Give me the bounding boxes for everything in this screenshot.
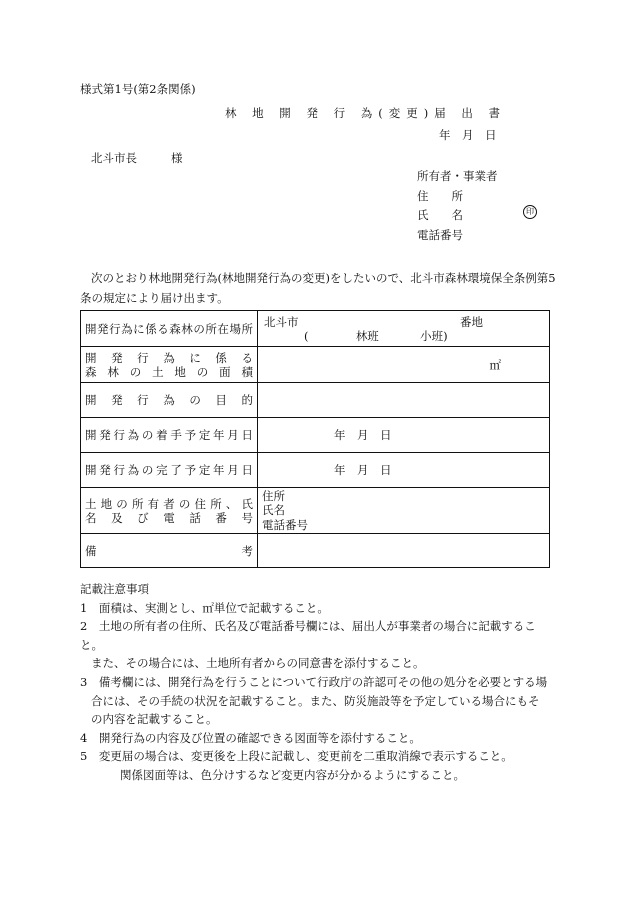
location-rinpan: 林班 [355,328,379,343]
note-5: 5 変更届の場合は、変更後を上段に記載し、変更前を二重取消線で表示すること。 [80,749,513,764]
location-cell[interactable] [258,311,550,347]
label-purpose: 開発行為の目的 [81,383,258,418]
note-3-continued: 合には、その手続の状況を記載すること。また、防災施設等を予定している場合にもそ [91,693,540,708]
owner-address-label: 住所 [262,488,285,503]
table-row [81,383,550,418]
start-date-cell[interactable]: 年 月 日 [258,418,550,453]
table-row [81,311,550,347]
note-1: 1 面積は、実測とし、㎡単位で記載すること。 [80,600,329,615]
label-remarks: 備 考 [81,534,258,568]
addressee [91,152,183,166]
location-shohan: 小班) [420,328,448,343]
table-row [81,488,550,534]
document-title: 林 地 開 発 行 為(変更)届 出 書 [225,106,507,120]
applicant-role: 所有者・事業者 [417,169,498,183]
notes-section [80,580,555,785]
table-row [81,418,550,453]
label-start-date: 開発行為の着手予定年月日 [81,418,258,453]
applicant-phone-label: 電話番号 [417,227,463,242]
table-row [81,453,550,488]
owner-name-label: 氏名 [262,503,285,518]
date-line: 年 月 日 [439,128,497,142]
addressee-honorific: 様 [171,151,183,165]
notification-table [80,310,550,568]
note-5-continued: 関係図面等は、色分けするなど変更内容が分かるようにすること。 [120,767,465,782]
table-row [81,347,550,383]
seal-mark: 印 [523,205,537,219]
note-4: 4 開発行為の内容及び位置の確認できる図面等を添付すること。 [80,730,421,745]
label-location: 開発行為に係る森林の所在場所 [81,311,258,347]
addressee-name: 北斗市長 [91,151,137,165]
area-unit: ㎡ [489,357,501,372]
table-row [81,534,550,568]
note-3: 3 備考欄には、開発行為を行うことについて行政庁の許認可その他の処分を必要とする場 [80,674,548,689]
location-banchi: 番地 [460,314,483,329]
form-number-label: 様式第1号(第2条関係) [80,82,196,96]
note-2-continued: また、その場合には、土地所有者からの同意書を添付すること。 [91,656,425,671]
note-3-continued-2: の内容を記載すること。 [91,712,218,727]
purpose-cell[interactable] [258,383,550,418]
remarks-cell[interactable] [258,534,550,568]
label-owner: 土地の所有者の住所、氏 名及び電話番号 [81,488,258,534]
label-end-date: 開発行為の完了予定年月日 [81,453,258,488]
note-2: 2 土地の所有者の住所、氏名及び電話番号欄には、届出人が事業者の場合に記載すること。 [80,619,536,652]
intro-paragraph: 次のとおり林地開発行為(林地開発行為の変更)をしたいので、北斗市森林環境保全条例第5条の規定により届け出ます。 [80,271,556,305]
area-cell[interactable] [258,347,550,383]
applicant-block [417,167,498,245]
owner-cell[interactable] [258,488,550,534]
applicant-name-label: 氏 名 [417,208,463,222]
label-area: 開発行為に係る 森林の土地の面積 [81,347,258,383]
location-city: 北斗市 [264,314,299,329]
applicant-address-label: 住 所 [417,188,463,203]
end-date-cell[interactable]: 年 月 日 [258,453,550,488]
notes-heading: 記載注意事項 [80,582,149,596]
owner-phone-label: 電話番号 [262,517,308,532]
location-paren: ( [304,328,309,343]
